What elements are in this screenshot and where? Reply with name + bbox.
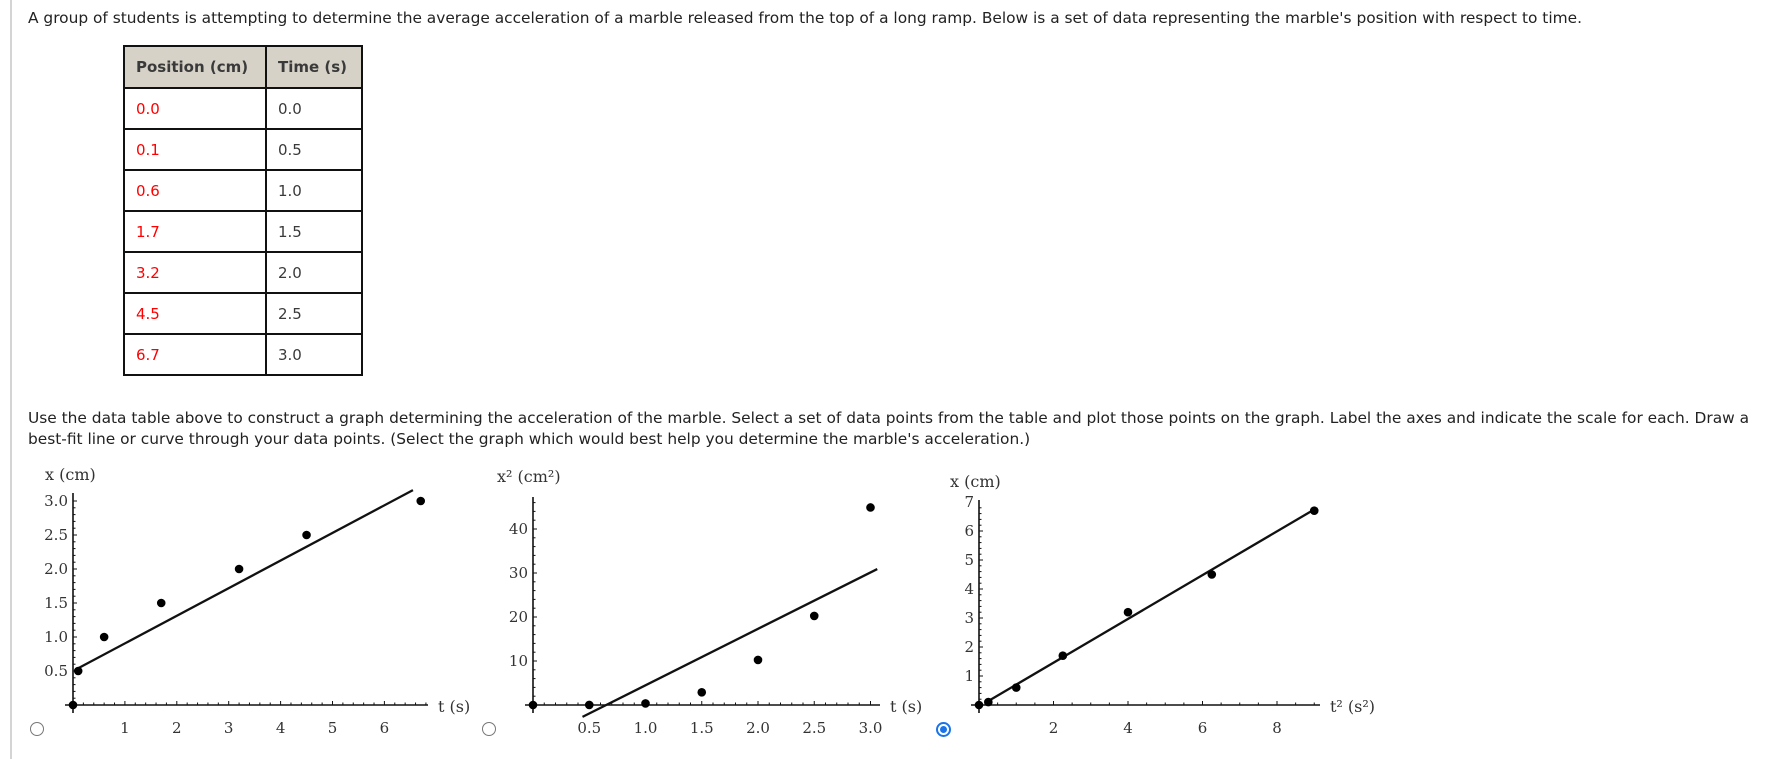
y-tick-label: 10: [508, 652, 528, 670]
x-tick-label: 1.0: [633, 719, 658, 737]
header-position: Position (cm): [124, 46, 266, 88]
y-tick-label: 3: [964, 609, 974, 627]
x-tick-label: 3.0: [858, 719, 883, 737]
data-point: [866, 503, 875, 512]
position-cell: 6.7: [124, 334, 266, 375]
x-tick-label: 6: [1197, 719, 1208, 737]
position-cell: 1.7: [124, 211, 266, 252]
y-tick-label: 2: [964, 638, 974, 656]
data-point: [1012, 683, 1021, 692]
data-point: [235, 565, 244, 574]
x-tick-label: 1: [120, 719, 130, 737]
y-tick-label: 0.5: [44, 662, 68, 680]
y-tick-label: 1.0: [44, 628, 68, 646]
data-point: [810, 612, 819, 621]
y-tick-label: 1.5: [44, 594, 68, 612]
position-cell: 0.1: [124, 129, 266, 170]
data-point: [641, 699, 650, 708]
option-radio-1[interactable]: [30, 722, 44, 736]
x-tick-label: 3: [223, 719, 234, 737]
x-tick-label: 5: [327, 719, 338, 737]
option-radio-2[interactable]: [482, 722, 496, 736]
data-point: [302, 531, 311, 540]
x-axis-label: t (s): [438, 697, 471, 716]
data-point: [1208, 570, 1217, 579]
time-cell: 2.0: [266, 252, 362, 293]
data-point: [1059, 651, 1068, 660]
y-tick-label: 6: [964, 522, 974, 540]
x-tick-label: 2: [172, 719, 182, 737]
data-point: [1310, 506, 1319, 515]
x-tick-label: 1.5: [689, 719, 714, 737]
data-point: [69, 701, 78, 710]
x-axis-label: t (s): [890, 697, 923, 716]
x-tick-label: 2.5: [802, 719, 827, 737]
instructions-text: Use the data table above to construct a graph determining the acceleration of the marble. Select a set of data points from the table and plot those points on the graph. Label the axes and indicate the scale for each. Draw a best-fit line or curve through your data points. (Select the graph which would best help you determine the marble's acceleration.): [28, 409, 1750, 448]
y-tick-label: 20: [508, 608, 528, 626]
y-axis-label: x (cm): [950, 472, 1001, 491]
data-point: [157, 599, 166, 608]
y-tick-label: 2.0: [44, 560, 68, 578]
best-fit-line: [986, 510, 1313, 702]
data-point: [1124, 608, 1133, 617]
data-point: [984, 698, 993, 707]
header-time: Time (s): [266, 46, 362, 88]
position-cell: 3.2: [124, 252, 266, 293]
position-cell: 0.6: [124, 170, 266, 211]
y-tick-label: 1: [964, 667, 974, 685]
data-point: [529, 701, 538, 710]
y-tick-label: 3.0: [44, 492, 68, 510]
option-radio-3[interactable]: [936, 722, 951, 737]
time-cell: 1.0: [266, 170, 362, 211]
time-cell: 3.0: [266, 334, 362, 375]
best-fit-line: [583, 569, 878, 717]
position-cell: 4.5: [124, 293, 266, 334]
data-point: [74, 667, 83, 676]
x-axis-label: t² (s²): [1330, 697, 1376, 716]
data-point: [585, 701, 594, 710]
intro-text: A group of students is attempting to determine the average acceleration of a marble released from the top of a long ramp. Below is a set of data representing the marble's position with respect to time.: [28, 9, 1582, 27]
y-tick-label: 30: [508, 564, 528, 582]
time-cell: 2.5: [266, 293, 362, 334]
x-tick-label: 8: [1272, 719, 1282, 737]
data-point: [416, 497, 425, 506]
data-point: [697, 688, 706, 697]
x-tick-label: 2.0: [746, 719, 770, 737]
time-cell: 1.5: [266, 211, 362, 252]
y-axis-label: x² (cm²): [497, 467, 561, 486]
best-fit-line: [76, 490, 413, 670]
data-point: [754, 656, 763, 665]
x-tick-label: 6: [379, 719, 390, 737]
x-tick-label: 4: [275, 719, 286, 737]
y-tick-label: 5: [964, 551, 974, 569]
y-tick-label: 4: [964, 580, 974, 598]
y-tick-label: 40: [508, 520, 528, 538]
y-tick-label: 2.5: [44, 526, 68, 544]
x-tick-label: 2: [1048, 719, 1059, 737]
data-point: [975, 701, 984, 710]
y-tick-label: 7: [964, 493, 974, 511]
position-cell: 0.0: [124, 88, 266, 129]
x-tick-label: 4: [1123, 719, 1133, 737]
x-tick-label: 0.5: [577, 719, 602, 737]
data-point: [100, 633, 109, 642]
time-cell: 0.5: [266, 129, 362, 170]
time-cell: 0.0: [266, 88, 362, 129]
y-axis-label: x (cm): [45, 465, 96, 484]
